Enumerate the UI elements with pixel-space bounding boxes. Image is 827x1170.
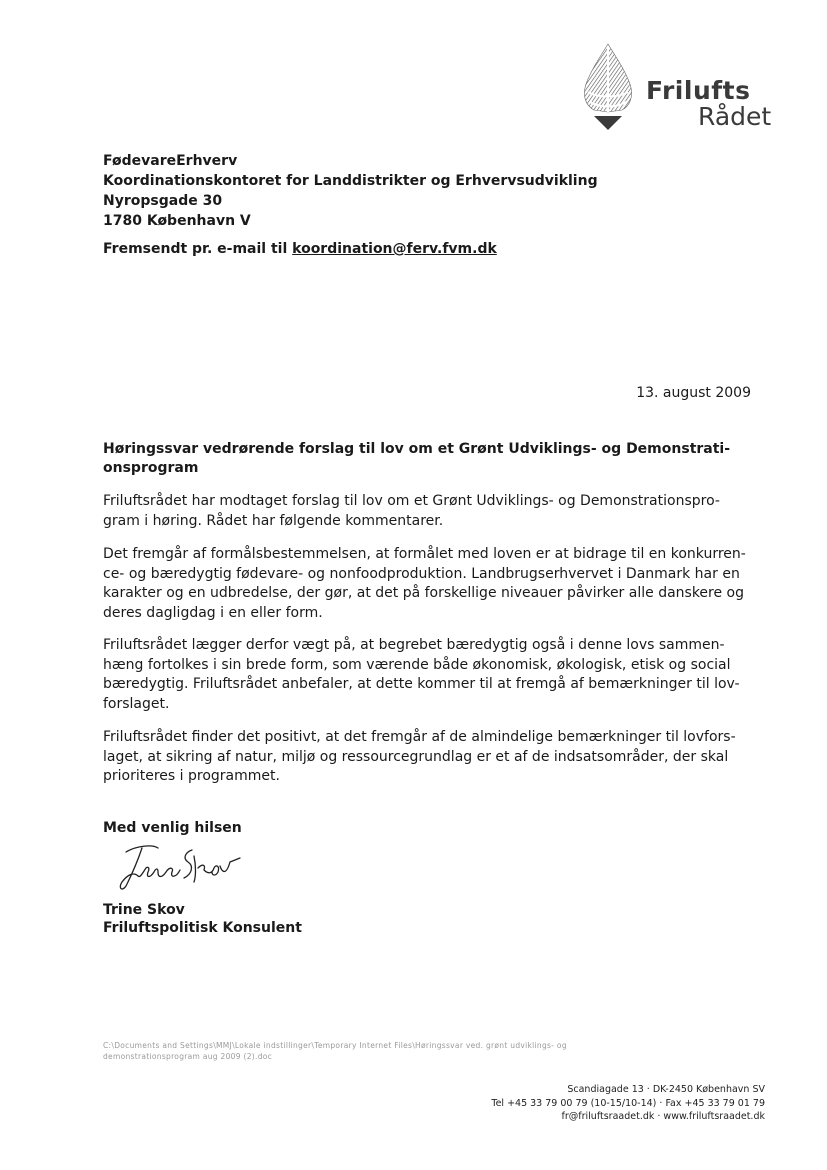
paragraph-line: Det fremgår af formålsbestemmelsen, at formålet med loven er at bidrage til en konkurren-: [103, 546, 746, 562]
closing-greeting: Med venlig hilsen: [103, 820, 242, 836]
paragraph-line: laget, at sikring af natur, miljø og ressourcegrundlag er et af de indsatsområder, der skal: [103, 748, 729, 765]
leaf-logo-icon: [580, 40, 642, 135]
document-file-path: [103, 1040, 567, 1062]
body-paragraph: [103, 728, 763, 787]
paragraph-line: prioriteres i programmet.: [103, 768, 280, 784]
body-paragraph: [103, 492, 763, 531]
paragraph-line: forslaget.: [103, 695, 170, 712]
footer-phone-fax: Tel +45 33 79 00 79 (10-15/10-14) · Fax +45 33 79 01 79: [491, 1097, 765, 1109]
recipient-address: [103, 151, 598, 231]
sent-by-email-line: [103, 241, 497, 257]
subject-line: onsprogram: [103, 460, 199, 476]
paragraph-line: bæredygtig. Friluftsrådet anbefaler, at dette kommer til at fremgå af bemærkninger til lov-: [103, 676, 740, 692]
signer-block: [103, 901, 302, 937]
friluftsraadet-logo: [580, 40, 780, 140]
file-path-line: demonstrationsprogram aug 2009 (2).doc: [103, 1052, 273, 1061]
paragraph-line: karakter og en udbredelse, der gør, at det på forskellige niveauer påvirker alle danskere og: [103, 585, 745, 601]
logo-text-raadet: Rådet: [698, 102, 772, 131]
signer-title: Friluftspolitisk Konsulent: [103, 920, 302, 936]
handwritten-signature: [112, 838, 252, 900]
recipient-department: Koordinationskontoret for Landdistrikter og Erhvervsudvikling: [103, 173, 598, 189]
recipient-org: FødevareErhverv: [103, 153, 238, 169]
subject-heading: [103, 440, 743, 478]
paragraph-line: Friluftsrådet lægger derfor vægt på, at begrebet bæredygtig også i denne lovs sammen-: [103, 637, 725, 653]
body-paragraph: [103, 545, 763, 623]
body-paragraph: [103, 636, 763, 714]
paragraph-line: gram i høring. Rådet har følgende kommentarer.: [103, 512, 444, 529]
signer-name: Trine Skov: [103, 902, 185, 918]
letterhead-footer: [491, 1083, 765, 1124]
email-link[interactable]: koordination@ferv.fvm.dk: [292, 241, 497, 257]
letter-date: 13. august 2009: [636, 385, 751, 401]
footer-email-web: fr@friluftsraadet.dk · www.friluftsraadet.dk: [561, 1111, 765, 1122]
file-path-line: C:\Documents and Settings\MMJ\Lokale indstillinger\Temporary Internet Files\Høringssvar ved. grønt udviklings- og: [103, 1041, 567, 1050]
paragraph-line: Friluftsrådet har modtaget forslag til lov om et Grønt Udviklings- og Demonstrationspro-: [103, 493, 720, 509]
paragraph-line: hæng fortolkes i sin brede form, som værende både økonomisk, økologisk, etisk og social: [103, 656, 731, 673]
paragraph-line: deres dagligdag i en eller form.: [103, 604, 323, 621]
recipient-city: 1780 København V: [103, 213, 251, 229]
paragraph-line: Friluftsrådet finder det positivt, at det fremgår af de almindelige bemærkninger til lovfors-: [103, 729, 736, 745]
sent-prefix: Fremsendt pr. e-mail til: [103, 241, 293, 257]
paragraph-line: ce- og bæredygtig fødevare- og nonfoodproduktion. Landbrugserhvervet i Danmark har en: [103, 565, 740, 582]
subject-line: Høringssvar vedrørende forslag til lov om et Grønt Udviklings- og Demonstrati-: [103, 441, 731, 457]
footer-address: Scandiagade 13 · DK-2450 København SV: [567, 1084, 765, 1095]
recipient-street: Nyropsgade 30: [103, 193, 223, 209]
logo-text-frilufts: Frilufts: [646, 76, 751, 105]
